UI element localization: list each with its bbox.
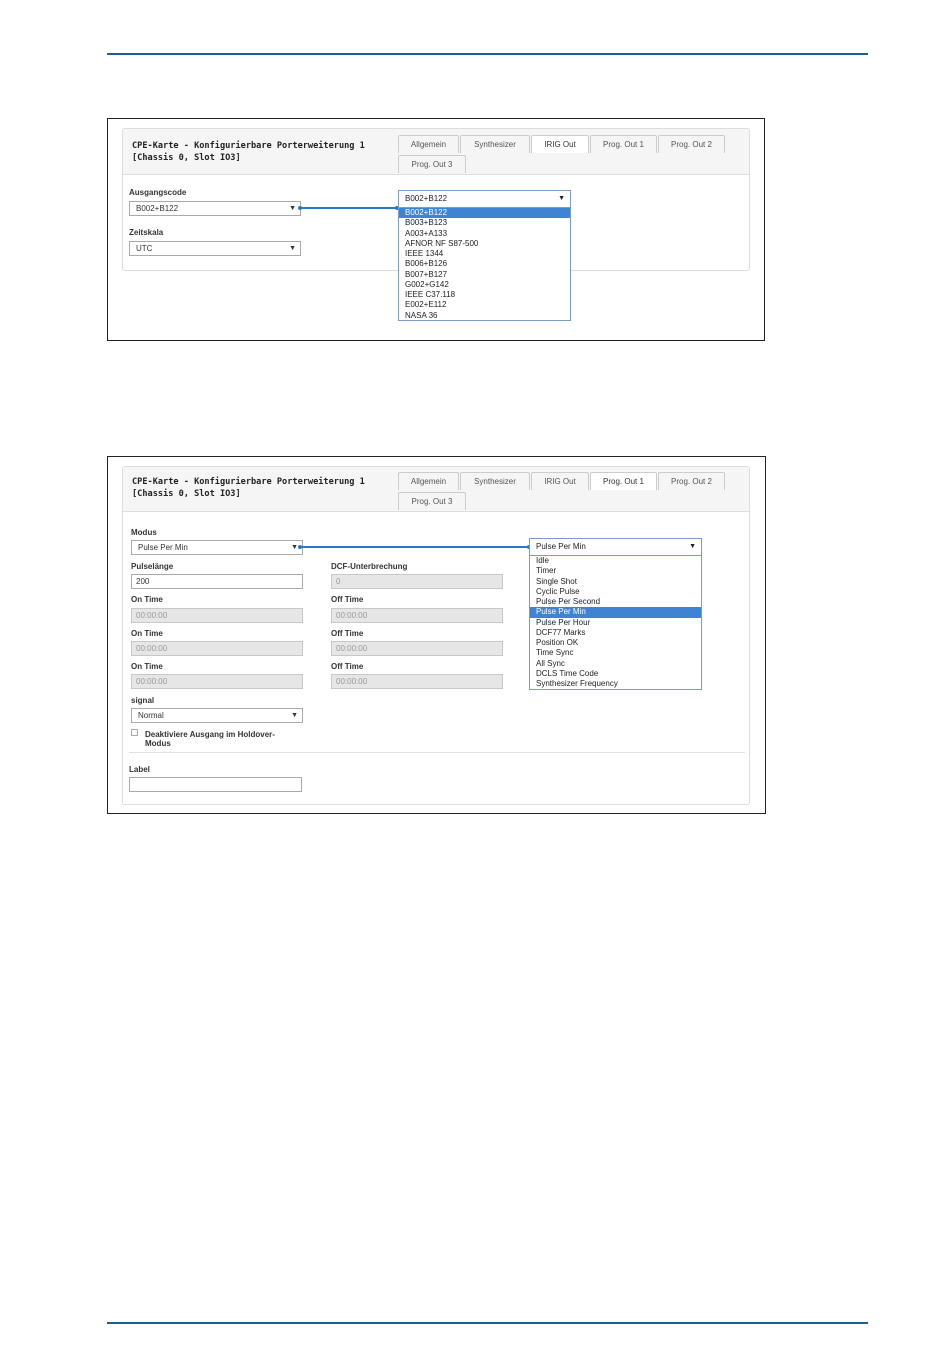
chevron-down-icon: ▼ [558,195,565,202]
label-input[interactable] [129,777,302,792]
tab-prog-out-1[interactable]: Prog. Out 1 [590,135,657,153]
tab-prog-out-2[interactable]: Prog. Out 2 [658,135,725,153]
dropdown-option[interactable]: Pulse Per Hour [536,617,591,627]
chevron-down-icon: ▼ [289,245,296,252]
dropdown-option[interactable]: Pulse Per Min [530,607,701,617]
dropdown-option[interactable]: B003+B123 [405,218,448,228]
dropdown-option[interactable]: DCF77 Marks [536,627,586,637]
dropdown-current[interactable]: B002+B122 ▼ [399,191,570,208]
pulselaenge-label: Pulselänge [131,562,174,571]
on-time-label: On Time [131,629,163,638]
dropdown-current[interactable]: Pulse Per Min ▼ [530,539,701,556]
dropdown-option[interactable]: B007+B127 [405,269,448,279]
dropdown-option[interactable]: IEEE 1344 [405,249,444,258]
zeitskala-label: Zeitskala [129,228,164,237]
on-time-input[interactable]: 00:00:00 [131,641,303,656]
dropdown-option[interactable]: NASA 36 [405,310,438,320]
dropdown-option[interactable]: Synthesizer Frequency [536,679,618,688]
page-title: CPE-Karte - Konfigurierbare Porterweiterung 1 [Chassis 0, Slot IO3] [132,141,365,163]
off-time-label: Off Time [331,595,364,604]
tab-prog-out-1[interactable]: Prog. Out 1 [590,472,657,490]
off-time-label: Off Time [331,629,364,638]
dropdown-option[interactable]: Pulse Per Second [536,597,601,606]
dropdown-option[interactable]: DCLS Time Code [536,668,599,678]
screenshot-irig-out [107,118,765,341]
tab-irig-out[interactable]: IRIG Out [531,472,589,490]
on-time-label: On Time [131,662,163,671]
dropdown-option[interactable]: G002+G142 [405,279,449,289]
dropdown-option[interactable]: IEEE C37.118 [405,290,456,299]
on-time-input[interactable]: 00:00:00 [131,674,303,689]
chevron-down-icon: ▼ [689,543,696,550]
off-time-input[interactable]: 00:00:00 [331,641,503,656]
zeitskala-select[interactable]: UTC ▼ [129,241,301,256]
label-label: Label [129,765,150,774]
off-time-input[interactable]: 00:00:00 [331,608,503,623]
callout-connector [300,546,529,548]
dropdown-option[interactable]: AFNOR NF S87-500 [405,238,479,248]
off-time-input[interactable]: 00:00:00 [331,674,503,689]
off-time-label: Off Time [331,662,364,671]
modus-select[interactable]: Pulse Per Min ▼ [131,540,303,555]
signal-label: signal [131,696,155,705]
on-time-input[interactable]: 00:00:00 [131,608,303,623]
dropdown-option[interactable]: Idle [536,556,549,565]
dcf-input[interactable]: 0 [331,574,503,589]
modus-label: Modus [131,528,157,537]
holdover-label: Deaktiviere Ausgang im Holdover- Modus [145,730,275,748]
tab-synthesizer[interactable]: Synthesizer [460,135,530,153]
holdover-checkbox[interactable] [131,729,138,736]
tab-prog-out-3[interactable]: Prog. Out 3 [398,155,466,173]
modus-dropdown-open[interactable] [529,538,702,690]
callout-connector [300,207,397,209]
header-rule [107,53,868,55]
tab-prog-out-3[interactable]: Prog. Out 3 [398,492,466,510]
dropdown-option[interactable]: Cyclic Pulse [536,586,580,596]
tab-irig-out[interactable]: IRIG Out [531,135,589,153]
pulselaenge-input[interactable]: 200 [131,574,303,589]
dropdown-option[interactable]: A003+A133 [405,228,448,238]
dropdown-option[interactable]: E002+E112 [405,300,447,310]
dropdown-option[interactable]: Timer [536,566,557,576]
ausgangscode-dropdown-open[interactable] [398,190,571,321]
dcf-label: DCF-Unterbrechung [331,562,408,571]
ausgangscode-label: Ausgangscode [129,188,187,197]
signal-select[interactable]: Normal ▼ [131,708,303,723]
screenshot-prog-out-1 [107,456,766,814]
chevron-down-icon: ▼ [291,712,298,719]
tab-allgemein[interactable]: Allgemein [398,472,459,490]
on-time-label: On Time [131,595,163,604]
tab-allgemein[interactable]: Allgemein [398,135,459,153]
dropdown-option[interactable]: B006+B126 [405,259,448,269]
dropdown-option[interactable]: Single Shot [536,576,577,586]
tab-prog-out-2[interactable]: Prog. Out 2 [658,472,725,490]
footer-rule [107,1322,868,1324]
dropdown-option[interactable]: B002+B122 [399,208,570,218]
ausgangscode-select[interactable]: B002+B122 ▼ [129,201,301,216]
page-title: CPE-Karte - Konfigurierbare Porterweiterung 1 [Chassis 0, Slot IO3] [132,477,365,499]
dropdown-option[interactable]: Time Sync [536,648,574,658]
tab-synthesizer[interactable]: Synthesizer [460,472,530,490]
chevron-down-icon: ▼ [289,205,296,212]
dropdown-option[interactable]: All Sync [536,658,565,668]
dropdown-option[interactable]: Position OK [536,638,579,647]
chevron-down-icon: ▼ [291,544,298,551]
divider [129,752,745,753]
